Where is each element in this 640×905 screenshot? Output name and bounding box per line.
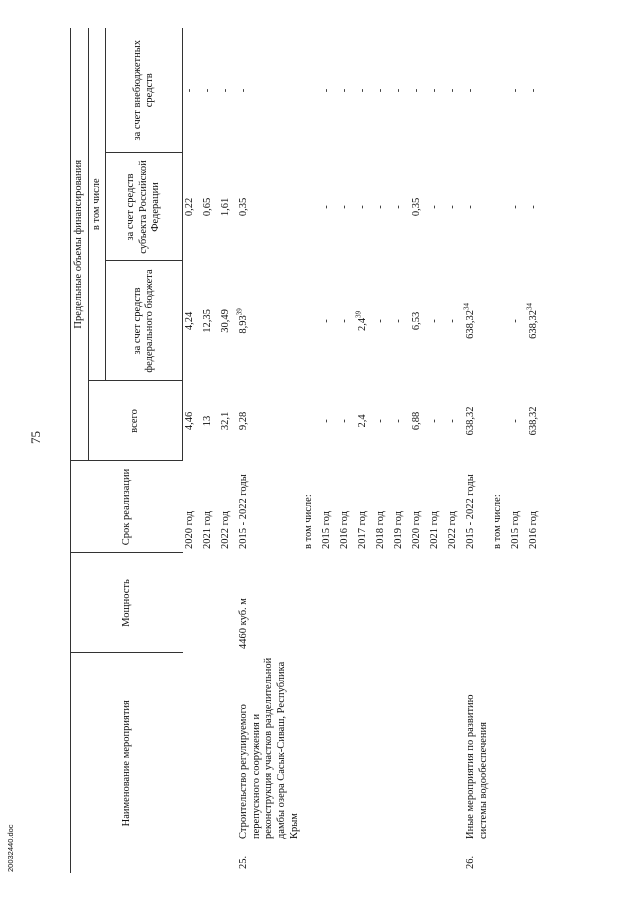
extrabudgetary-value-text: - <box>375 88 387 93</box>
total-value-text: - <box>339 419 351 423</box>
total-value <box>410 381 428 461</box>
footnote-mark: 34 <box>462 303 471 311</box>
extrabudgetary-value-text: - <box>411 88 423 93</box>
regional-value <box>338 153 356 261</box>
total-value-text: 6,88 <box>411 411 423 431</box>
period <box>464 461 491 553</box>
period-text: 2015 год <box>321 511 333 549</box>
federal-value-text: 4,24 <box>184 311 196 331</box>
extrabudgetary-value <box>527 28 545 153</box>
event-name <box>491 653 509 843</box>
federal-value <box>491 261 509 381</box>
extrabudgetary-value <box>320 28 338 153</box>
total-value-text: - <box>321 419 333 423</box>
federal-value <box>464 261 491 381</box>
period <box>428 461 446 553</box>
total-value <box>302 381 320 461</box>
period-text: в том числе: <box>303 494 315 549</box>
table-row <box>446 28 464 873</box>
federal-value <box>183 261 202 381</box>
total-value <box>237 381 302 461</box>
period <box>509 461 527 553</box>
header-capacity: Мощность <box>71 553 183 653</box>
regional-value <box>410 153 428 261</box>
row-number <box>464 843 491 873</box>
extrabudgetary-value <box>428 28 446 153</box>
total-value <box>464 381 491 461</box>
event-name <box>446 653 464 843</box>
regional-value-text: - <box>375 205 387 209</box>
table-row <box>320 28 338 873</box>
federal-value-text: - <box>339 319 351 323</box>
extrabudgetary-value <box>201 28 219 153</box>
extrabudgetary-value-text: - <box>321 88 333 93</box>
federal-value <box>392 261 410 381</box>
federal-value <box>374 261 392 381</box>
table-row <box>237 28 302 873</box>
event-name <box>374 653 392 843</box>
regional-value <box>428 153 446 261</box>
total-value <box>392 381 410 461</box>
total-value-text: 638,32 <box>528 406 540 436</box>
period-text: 2017 год <box>357 511 369 549</box>
table-row <box>410 28 428 873</box>
regional-value-text: - <box>429 205 441 209</box>
capacity <box>527 553 545 653</box>
capacity <box>356 553 374 653</box>
regional-value <box>491 153 509 261</box>
capacity <box>237 553 302 653</box>
federal-value-text: - <box>393 319 405 323</box>
row-number <box>491 843 509 873</box>
capacity <box>491 553 509 653</box>
federal-value <box>527 261 545 381</box>
event-name <box>509 653 527 843</box>
header-including: в том числе <box>88 28 106 381</box>
table-row <box>527 28 545 873</box>
table-row <box>183 28 202 873</box>
header-financing-limits: Предельные объемы финансирования <box>71 28 89 461</box>
federal-value-text: 6,53 <box>411 311 423 331</box>
row-number <box>183 843 202 873</box>
regional-value-text: - <box>393 205 405 209</box>
regional-value-text: 0,65 <box>202 197 214 217</box>
total-value <box>219 381 237 461</box>
total-value <box>374 381 392 461</box>
capacity <box>464 553 491 653</box>
extrabudgetary-value <box>509 28 527 153</box>
table-row <box>338 28 356 873</box>
regional-value-text: - <box>510 205 522 209</box>
footer-document-code: 20032440.doc <box>6 824 15 872</box>
row-number-text: 26. <box>465 855 477 869</box>
table-row <box>392 28 410 873</box>
period <box>302 461 320 553</box>
total-value <box>527 381 545 461</box>
period <box>320 461 338 553</box>
total-value <box>320 381 338 461</box>
extrabudgetary-value-text: - <box>339 88 351 93</box>
period-text: 2021 год <box>429 511 441 549</box>
federal-value <box>302 261 320 381</box>
extrabudgetary-value <box>374 28 392 153</box>
regional-value-text: 0,22 <box>184 197 196 217</box>
capacity <box>392 553 410 653</box>
period <box>392 461 410 553</box>
period <box>219 461 237 553</box>
period-text: 2015 год <box>510 511 522 549</box>
period-text: 2015 - 2022 годы <box>465 474 477 549</box>
capacity <box>338 553 356 653</box>
extrabudgetary-value-text: - <box>528 88 540 93</box>
row-number <box>201 843 219 873</box>
period <box>491 461 509 553</box>
footnote-mark: 39 <box>354 310 363 318</box>
capacity <box>320 553 338 653</box>
extrabudgetary-value-text: - <box>510 88 522 93</box>
table-row <box>201 28 219 873</box>
regional-value-text: - <box>465 205 477 209</box>
extrabudgetary-value <box>464 28 491 153</box>
period-text: 2019 год <box>393 511 405 549</box>
extrabudgetary-value <box>491 28 509 153</box>
header-total: всего <box>88 381 183 461</box>
total-value-text: 4,46 <box>184 411 196 431</box>
page-number: 75 <box>28 431 43 444</box>
federal-value <box>446 261 464 381</box>
period-text: 2022 год <box>447 511 459 549</box>
footnote-mark: 39 <box>235 308 244 316</box>
regional-value <box>356 153 374 261</box>
capacity <box>410 553 428 653</box>
federal-value <box>219 261 237 381</box>
federal-value-text: - <box>375 319 387 323</box>
regional-value <box>201 153 219 261</box>
table-row <box>428 28 446 873</box>
period <box>183 461 202 553</box>
federal-value-text: 8,93 <box>238 315 250 334</box>
capacity <box>509 553 527 653</box>
event-name <box>356 653 374 843</box>
table-row <box>374 28 392 873</box>
table-row <box>464 28 491 873</box>
event-name <box>428 653 446 843</box>
regional-value <box>302 153 320 261</box>
regional-value-text: 0,35 <box>411 197 423 217</box>
total-value-text: - <box>429 419 441 423</box>
total-value <box>183 381 202 461</box>
total-value <box>201 381 219 461</box>
total-value-text: 9,28 <box>238 411 250 431</box>
header-federal: за счет средств федерального бюджета <box>106 261 183 381</box>
footnote-mark: 34 <box>525 303 534 311</box>
event-name <box>392 653 410 843</box>
event-name <box>338 653 356 843</box>
row-number <box>428 843 446 873</box>
extrabudgetary-value-text: - <box>357 88 369 93</box>
period-text: 2015 - 2022 годы <box>238 474 250 549</box>
total-value-text: 2,4 <box>357 414 369 428</box>
period-text: 2022 год <box>220 511 232 549</box>
federal-value <box>338 261 356 381</box>
extrabudgetary-value <box>237 28 302 153</box>
period-text: 2021 год <box>202 511 214 549</box>
capacity <box>183 553 202 653</box>
federal-value <box>201 261 219 381</box>
extrabudgetary-value <box>302 28 320 153</box>
total-value <box>338 381 356 461</box>
row-number <box>338 843 356 873</box>
extrabudgetary-value <box>356 28 374 153</box>
table-row <box>302 28 320 873</box>
event-name <box>183 653 202 843</box>
total-value <box>428 381 446 461</box>
period-text: 2016 год <box>528 511 540 549</box>
period <box>446 461 464 553</box>
capacity <box>201 553 219 653</box>
federal-value <box>410 261 428 381</box>
regional-value <box>219 153 237 261</box>
regional-value-text: - <box>339 205 351 209</box>
event-name <box>320 653 338 843</box>
extrabudgetary-value-text: - <box>465 88 477 93</box>
federal-value <box>237 261 302 381</box>
regional-value <box>237 153 302 261</box>
row-number <box>446 843 464 873</box>
event-name <box>201 653 219 843</box>
table-row <box>219 28 237 873</box>
period-text: в том числе: <box>492 494 504 549</box>
event-name <box>237 653 302 843</box>
total-value <box>356 381 374 461</box>
extrabudgetary-value-text: - <box>447 88 459 93</box>
total-value-text: - <box>393 419 405 423</box>
regional-value <box>509 153 527 261</box>
row-number <box>392 843 410 873</box>
period <box>410 461 428 553</box>
total-value <box>509 381 527 461</box>
federal-value-text: - <box>429 319 441 323</box>
extrabudgetary-value-text: - <box>429 88 441 93</box>
federal-value-text: 12,35 <box>202 309 214 333</box>
total-value-text: - <box>510 419 522 423</box>
row-number <box>527 843 545 873</box>
row-number-text: 25. <box>238 855 250 869</box>
regional-value <box>374 153 392 261</box>
federal-value-text: 638,32 <box>528 310 540 339</box>
total-value-text: - <box>447 419 459 423</box>
period-text: 2020 год <box>183 511 195 549</box>
capacity-text: 4460 куб. м <box>238 598 250 649</box>
row-number <box>509 843 527 873</box>
extrabudgetary-value-text: - <box>393 88 405 93</box>
period-text: 2020 год <box>411 511 423 549</box>
federal-value-text: 2,4 <box>357 317 369 332</box>
header-extrabudgetary: за счет внебюджетных средств <box>106 28 183 153</box>
financing-table <box>70 28 545 873</box>
header-period: Срок реализации <box>71 461 183 553</box>
row-number <box>237 843 302 873</box>
capacity <box>428 553 446 653</box>
total-value-text: 638,32 <box>465 406 477 436</box>
row-number <box>302 843 320 873</box>
federal-value-text: - <box>447 319 459 323</box>
capacity <box>302 553 320 653</box>
table-row <box>509 28 527 873</box>
federal-value <box>509 261 527 381</box>
row-number <box>219 843 237 873</box>
total-value-text: 32,1 <box>220 411 232 431</box>
row-number <box>320 843 338 873</box>
event-name-text: Строительство регулируемого перепускного сооружения и реконструкция участков разделительной дамбы озера Сасык-Сиваш, Республика Крым <box>238 657 300 839</box>
event-name <box>527 653 545 843</box>
regional-value <box>392 153 410 261</box>
federal-value-text: 638,32 <box>465 310 477 339</box>
federal-value-text: - <box>321 319 333 323</box>
event-name <box>219 653 237 843</box>
regional-value-text: - <box>321 205 333 209</box>
period <box>237 461 302 553</box>
extrabudgetary-value <box>392 28 410 153</box>
extrabudgetary-value <box>219 28 237 153</box>
total-value-text: - <box>375 419 387 423</box>
extrabudgetary-value <box>338 28 356 153</box>
capacity <box>374 553 392 653</box>
extrabudgetary-value <box>446 28 464 153</box>
header-name: Наименование мероприятия <box>71 653 183 873</box>
extrabudgetary-value-text: - <box>184 88 196 93</box>
event-name <box>302 653 320 843</box>
regional-value <box>320 153 338 261</box>
row-number <box>374 843 392 873</box>
period-text: 2016 год <box>339 511 351 549</box>
regional-value-text: - <box>528 205 540 209</box>
extrabudgetary-value-text: - <box>202 88 214 93</box>
extrabudgetary-value-text: - <box>238 88 250 93</box>
row-number <box>410 843 428 873</box>
extrabudgetary-value <box>410 28 428 153</box>
period <box>356 461 374 553</box>
regional-value <box>464 153 491 261</box>
extrabudgetary-value-text: - <box>220 88 232 93</box>
total-value <box>491 381 509 461</box>
event-name-text: Иные мероприятия по развитию системы водообеспечения <box>465 694 489 839</box>
capacity <box>446 553 464 653</box>
period <box>338 461 356 553</box>
table-row <box>356 28 374 873</box>
federal-value-text: 30,49 <box>220 309 232 333</box>
table-body <box>183 28 546 873</box>
extrabudgetary-value <box>183 28 202 153</box>
regional-value-text: 1,61 <box>220 197 232 217</box>
federal-value <box>428 261 446 381</box>
regional-value-text: 0,35 <box>238 197 250 217</box>
total-value <box>446 381 464 461</box>
regional-value <box>183 153 202 261</box>
period <box>374 461 392 553</box>
event-name <box>464 653 491 843</box>
federal-value-text: - <box>510 319 522 323</box>
regional-value <box>446 153 464 261</box>
period-text: 2018 год <box>375 511 387 549</box>
regional-value-text: - <box>447 205 459 209</box>
capacity <box>219 553 237 653</box>
financing-table-rotated <box>70 28 570 873</box>
regional-value <box>527 153 545 261</box>
period <box>527 461 545 553</box>
federal-value <box>356 261 374 381</box>
federal-value <box>320 261 338 381</box>
header-regional: за счет средств субъекта Российской Федерации <box>106 153 183 261</box>
total-value-text: 13 <box>202 415 214 427</box>
period <box>201 461 219 553</box>
table-row <box>491 28 509 873</box>
regional-value-text: - <box>357 205 369 209</box>
event-name <box>410 653 428 843</box>
row-number <box>356 843 374 873</box>
